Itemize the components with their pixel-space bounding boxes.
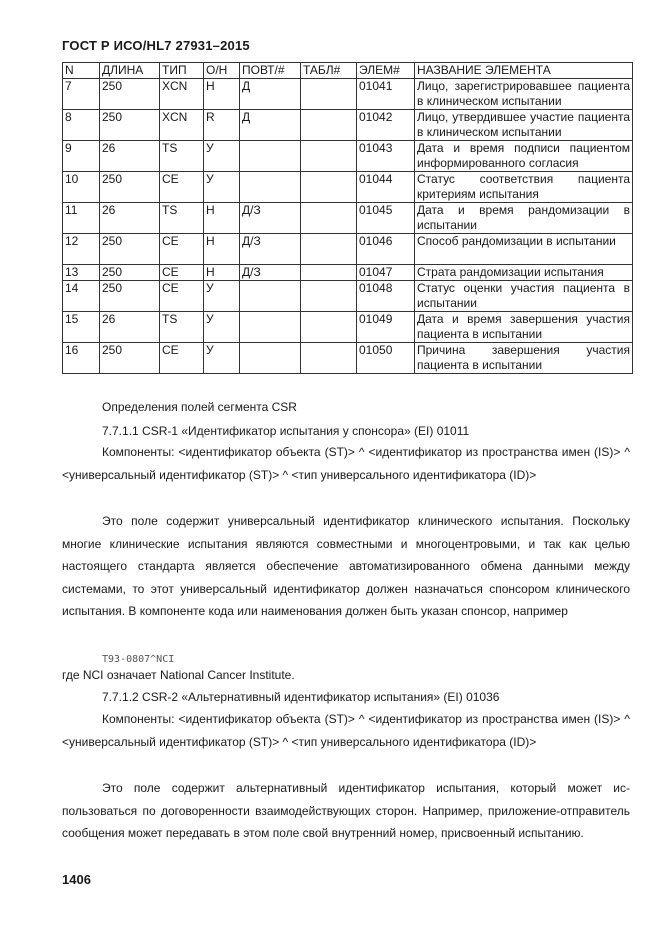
cell-table (301, 79, 357, 110)
col-header-name: НАЗВАНИЕ ЭЛЕМЕНТА (415, 63, 633, 79)
cell-table (301, 343, 357, 374)
cell-name: Статус соответствия пациента критериям испытания (415, 172, 633, 203)
cell-opt: Н (204, 203, 240, 234)
cell-element: 01041 (357, 79, 415, 110)
table-row (63, 172, 633, 203)
cell-table (301, 141, 357, 172)
cell-opt: У (204, 312, 240, 343)
cell-element: 01050 (357, 343, 415, 374)
table-row (63, 110, 633, 141)
col-header-element: ЭЛЕМ# (357, 63, 415, 79)
cell-table (301, 265, 357, 281)
cell-table (301, 172, 357, 203)
cell-n: 8 (63, 110, 100, 141)
cell-name: Лицо, зарегистрировавшее пациента в клиническом испытании (415, 79, 633, 110)
cell-length: 250 (100, 110, 160, 141)
cell-type: CE (160, 343, 204, 374)
components-paragraph-csr2: Компоненты: <идентификатор объекта (ST)> ^ <идентификатор из пространства имен (IS)> ^ <универсальный идентификатор (ST)> ^ <тип универсального идентификатора (ID)> (62, 712, 630, 749)
col-header-opt: О/Н (204, 63, 240, 79)
cell-opt: У (204, 141, 240, 172)
cell-opt: У (204, 281, 240, 312)
cell-opt: Н (204, 79, 240, 110)
cell-n: 9 (63, 141, 100, 172)
cell-n: 14 (63, 281, 100, 312)
table-row (63, 141, 633, 172)
cell-repeat (240, 312, 301, 343)
col-header-table: ТАБЛ# (301, 63, 357, 79)
cell-element: 01049 (357, 312, 415, 343)
cell-repeat (240, 172, 301, 203)
cell-n: 16 (63, 343, 100, 374)
cell-element: 01042 (357, 110, 415, 141)
subsection-heading-csr1: 7.7.1.1 CSR-1 «Идентификатор испытания у спонсора» (EI) 01011 (102, 424, 470, 438)
section-title: Определения полей сегмента CSR (102, 400, 297, 414)
cell-type: TS (160, 203, 204, 234)
table-row (63, 343, 633, 374)
cell-element: 01044 (357, 172, 415, 203)
cell-element: 01045 (357, 203, 415, 234)
components-paragraph-csr1: Компоненты: <идентификатор объекта (ST)> ^ <идентификатор из пространства имен (IS)> ^ <универсальный идентификатор (ST)> ^ <тип универсального идентификатора (ID)> (62, 445, 630, 482)
table-row (63, 312, 633, 343)
cell-name: Лицо, утвердившее участие пациента в клиническом испытании (415, 110, 633, 141)
table-row (63, 203, 633, 234)
cell-type: XCN (160, 79, 204, 110)
cell-length: 26 (100, 203, 160, 234)
cell-table (301, 312, 357, 343)
cell-name: Дата и время рандомизации в испытании (415, 203, 633, 234)
cell-length: 250 (100, 281, 160, 312)
cell-element: 01047 (357, 265, 415, 281)
code-example: T93-0807^NCI (102, 654, 175, 665)
cell-length: 250 (100, 265, 160, 281)
cell-type: CE (160, 172, 204, 203)
cell-type: CE (160, 265, 204, 281)
code-explanation: где NCI означает National Cancer Institute. (62, 668, 295, 682)
cell-table (301, 203, 357, 234)
cell-opt: У (204, 172, 240, 203)
col-header-n: N (63, 63, 100, 79)
table-row (63, 79, 633, 110)
cell-length: 250 (100, 79, 160, 110)
cell-name: Дата и время завершения участия пациента в испытании (415, 312, 633, 343)
cell-n: 7 (63, 79, 100, 110)
cell-repeat: Д (240, 110, 301, 141)
cell-length: 250 (100, 343, 160, 374)
page-number: 1406 (62, 872, 91, 887)
segment-fields-table (62, 62, 633, 374)
cell-repeat: Д/З (240, 203, 301, 234)
description-paragraph-csr1: Это поле содержит универсальный идентификатор клинического испытания. Поскольку многие клинические испытания являются совместными и многоцентровыми, и так как целью настоящего стандарта является обеспечение автоматизированного обмена данными между системами, то этот универсальный идентификатор должен назначаться спонсором клинического испытания. В компоненте кода или наименования должен быть указан спонсор, например (62, 514, 630, 618)
cell-repeat (240, 141, 301, 172)
cell-opt: Н (204, 265, 240, 281)
cell-n: 13 (63, 265, 100, 281)
cell-type: XCN (160, 110, 204, 141)
cell-table (301, 281, 357, 312)
cell-table (301, 110, 357, 141)
cell-length: 250 (100, 234, 160, 265)
cell-opt: У (204, 343, 240, 374)
subsection-heading-csr2: 7.7.1.2 CSR-2 «Альтернативный идентификатор испытания» (EI) 01036 (102, 690, 500, 704)
cell-opt: R (204, 110, 240, 141)
cell-n: 11 (63, 203, 100, 234)
table-header-row (63, 63, 633, 79)
cell-n: 10 (63, 172, 100, 203)
table-row (63, 234, 633, 265)
cell-type: TS (160, 312, 204, 343)
cell-element: 01046 (357, 234, 415, 265)
cell-repeat: Д/З (240, 234, 301, 265)
cell-type: CE (160, 281, 204, 312)
table-row (63, 265, 633, 281)
cell-name: Способ рандомизации в испытании (415, 234, 633, 265)
col-header-length: ДЛИНА (100, 63, 160, 79)
cell-name: Страта рандомизации испытания (415, 265, 633, 281)
cell-opt: Н (204, 234, 240, 265)
cell-repeat (240, 343, 301, 374)
cell-name: Дата и время подписи пациентом информированного согласия (415, 141, 633, 172)
cell-repeat (240, 281, 301, 312)
cell-repeat: Д (240, 79, 301, 110)
cell-type: TS (160, 141, 204, 172)
cell-name: Статус оценки участия пациента в испытании (415, 281, 633, 312)
cell-length: 26 (100, 312, 160, 343)
table-row (63, 281, 633, 312)
cell-table (301, 234, 357, 265)
col-header-type: ТИП (160, 63, 204, 79)
document-header: ГОСТ Р ИСО/HL7 27931–2015 (62, 38, 250, 53)
cell-n: 12 (63, 234, 100, 265)
cell-element: 01048 (357, 281, 415, 312)
description-paragraph-csr2: Это поле содержит альтернативный идентификатор испытания, который может использоваться по договоренности взаимодействующих сторон. Например, приложение-отправитель сообщения может передавать в этом поле свой внутренний номер, присвоенный испытанию. (62, 781, 630, 840)
cell-length: 250 (100, 172, 160, 203)
cell-element: 01043 (357, 141, 415, 172)
cell-type: CE (160, 234, 204, 265)
cell-n: 15 (63, 312, 100, 343)
cell-length: 26 (100, 141, 160, 172)
col-header-repeat: ПОВТ/# (240, 63, 301, 79)
cell-repeat: Д/З (240, 265, 301, 281)
cell-name: Причина завершения участия пациента в испытании (415, 343, 633, 374)
